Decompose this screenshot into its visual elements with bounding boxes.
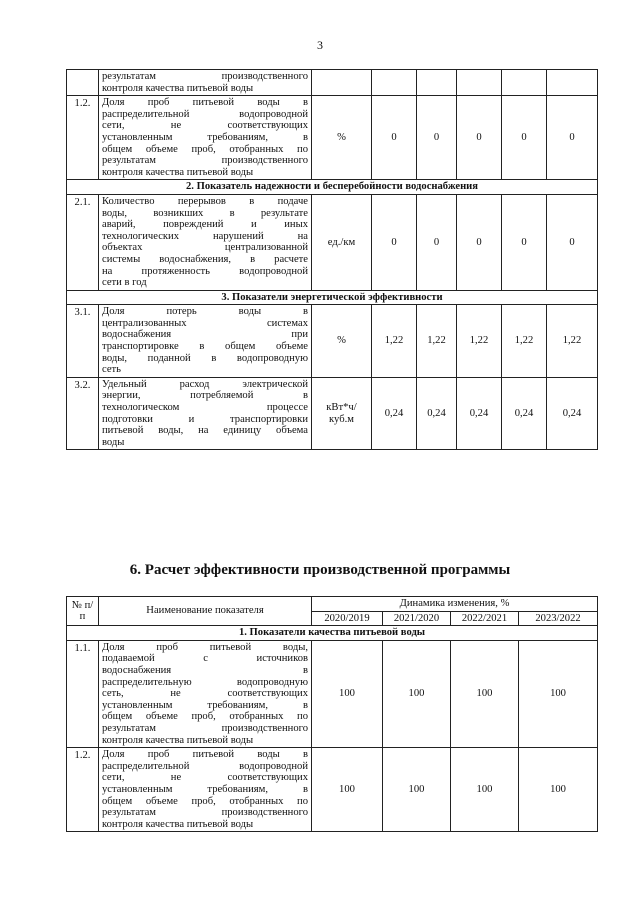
desc-line: энергии, потребляемой в <box>102 390 308 402</box>
desc-line: подготовки и транспортировки <box>102 413 308 425</box>
header-row <box>67 597 598 612</box>
value-cell: 0 <box>417 96 457 180</box>
desc-line: объектах централизованной <box>102 242 308 254</box>
desc-line: Доля проб питьевой воды в <box>102 749 308 761</box>
header-year: 2020/2019 <box>312 611 383 626</box>
desc-line: воды <box>102 436 125 448</box>
desc-line: водоснабжения в <box>102 664 308 676</box>
indicator-name-cell <box>99 748 312 832</box>
section-row <box>67 180 598 195</box>
header-dynamics: Динамика изменения, % <box>312 597 598 612</box>
section-title: 2. Показатель надежности и бесперебойности водоснабжения <box>67 180 598 195</box>
desc-line: результатам производственного <box>102 71 308 82</box>
indicator-name-cell <box>99 194 312 290</box>
value-cell: 100 <box>451 640 519 747</box>
value-cell: 100 <box>312 748 383 832</box>
desc-line: аварий, повреждений и иных <box>102 219 308 231</box>
value-cell: 0 <box>457 96 502 180</box>
desc-line: общем объеме проб, отобранных по <box>102 795 308 807</box>
desc-line: общем объеме проб, отобранных по <box>102 711 308 723</box>
desc-line: распределительной водопроводной <box>102 760 308 772</box>
value-cell <box>417 70 457 96</box>
value-cell: 1,22 <box>547 305 598 378</box>
desc-line: контроля качества питьевой воды <box>102 734 254 746</box>
desc-line: централизованных системах <box>102 317 308 329</box>
section-title: 1. Показатели качества питьевой воды <box>67 626 598 641</box>
value-cell: 1,22 <box>372 305 417 378</box>
desc-line: сети, не соответствующих <box>102 772 308 784</box>
desc-line: результатам производственного <box>102 807 308 819</box>
value-cell: 0 <box>457 194 502 290</box>
value-cell: 100 <box>519 748 598 832</box>
num-cell <box>67 70 99 96</box>
table-row <box>67 96 598 180</box>
table-row <box>67 194 598 290</box>
value-cell: 0 <box>502 194 547 290</box>
desc-line: сети, не соответствующих <box>102 120 308 132</box>
row-number: 1.2. <box>67 748 99 832</box>
value-cell: 100 <box>383 640 451 747</box>
value-cell: 0,24 <box>457 377 502 450</box>
table-row-continuation <box>67 70 598 96</box>
indicator-name-cell <box>99 70 312 96</box>
value-cell: 0 <box>547 96 598 180</box>
desc-line: установленным требованиям, в <box>102 783 308 795</box>
value-cell: 0 <box>372 96 417 180</box>
value-cell: 0,24 <box>372 377 417 450</box>
section-6-heading: 6. Расчет эффективности производственной программы <box>129 562 511 578</box>
desc-line: результатам производственного <box>102 722 308 734</box>
section-title: 3. Показатели энергетической эффективности <box>67 290 598 305</box>
desc-line: воды, возникших в результате <box>102 207 308 219</box>
desc-line: на протяженность водопроводной <box>102 265 308 277</box>
indicator-name-cell <box>99 377 312 450</box>
desc-line: Удельный расход электрической <box>102 378 308 390</box>
indicator-name-cell <box>99 96 312 180</box>
desc-line: распределительную водопроводную <box>102 676 308 688</box>
value-cell: 0 <box>372 194 417 290</box>
value-cell: 100 <box>383 748 451 832</box>
desc-line: системы водоснабжения, в расчете <box>102 253 308 265</box>
desc-line: контроля качества питьевой воды <box>102 818 254 830</box>
row-number: 3.2. <box>67 377 99 450</box>
value-cell: 1,22 <box>457 305 502 378</box>
header-name: Наименование показателя <box>99 597 312 626</box>
desc-line: Доля проб питьевой воды, <box>102 641 308 653</box>
desc-line: подаваемой с источников <box>102 653 308 665</box>
desc-line: Количество перерывов в подаче <box>102 195 308 207</box>
unit-cell <box>312 70 372 96</box>
header-year: 2023/2022 <box>519 611 598 626</box>
desc-line: технологических нарушений на <box>102 230 308 242</box>
desc-line: установленным требованиям, в <box>102 699 308 711</box>
desc-line: сеть <box>102 364 121 376</box>
value-cell <box>547 70 598 96</box>
indicator-name-cell <box>99 640 312 747</box>
efficiency-table <box>66 596 598 832</box>
value-cell: 100 <box>519 640 598 747</box>
value-cell <box>457 70 502 96</box>
desc-line: установленным требованиям, в <box>102 131 308 143</box>
indicator-name-cell <box>99 305 312 378</box>
desc-line: распределительной водопроводной <box>102 108 308 120</box>
desc-line: технологическом процессе <box>102 402 308 414</box>
value-cell: 0,24 <box>502 377 547 450</box>
desc-line: Доля потерь воды в <box>102 306 308 318</box>
header-num: № п/п <box>67 597 99 626</box>
desc-line: контроля качества питьевой воды <box>102 166 254 178</box>
value-cell <box>372 70 417 96</box>
section-row <box>67 290 598 305</box>
value-cell: 1,22 <box>417 305 457 378</box>
desc-line: транспортировке в общем объеме <box>102 341 308 353</box>
header-year: 2022/2021 <box>451 611 519 626</box>
desc-line: сети в год <box>102 277 147 289</box>
value-cell: 0,24 <box>417 377 457 450</box>
desc-line: общем объеме проб, отобранных по <box>102 143 308 155</box>
section-row <box>67 626 598 641</box>
desc-line: сеть, не соответствующих <box>102 688 308 700</box>
row-number: 3.1. <box>67 305 99 378</box>
value-cell: 0 <box>547 194 598 290</box>
table2-body <box>67 597 598 832</box>
value-cell: 0 <box>417 194 457 290</box>
desc-line: результатам производственного <box>102 155 308 167</box>
value-cell: 100 <box>312 640 383 747</box>
page-number: 3 <box>317 38 323 52</box>
table-row <box>67 377 598 450</box>
table-row <box>67 748 598 832</box>
desc-line: контроля качества питьевой воды <box>102 82 254 94</box>
unit-cell: ед./км <box>312 194 372 290</box>
table-row <box>67 640 598 747</box>
desc-line: водоснабжения при <box>102 329 308 341</box>
value-cell: 100 <box>451 748 519 832</box>
indicators-table-continued <box>66 69 598 450</box>
value-cell: 1,22 <box>502 305 547 378</box>
unit-cell: кВт*ч/ куб.м <box>312 377 372 450</box>
table-row <box>67 305 598 378</box>
header-year: 2021/2020 <box>383 611 451 626</box>
value-cell: 0 <box>502 96 547 180</box>
value-cell: 0,24 <box>547 377 598 450</box>
desc-line: воды, поданной в водопроводную <box>102 352 308 364</box>
desc-line: питьевой воды, на единицу объема <box>102 425 308 437</box>
desc-line: Доля проб питьевой воды в <box>102 97 308 109</box>
unit-cell: % <box>312 305 372 378</box>
row-number: 1.1. <box>67 640 99 747</box>
unit-cell: % <box>312 96 372 180</box>
row-number: 1.2. <box>67 96 99 180</box>
row-number: 2.1. <box>67 194 99 290</box>
value-cell <box>502 70 547 96</box>
table1-body <box>67 70 598 450</box>
